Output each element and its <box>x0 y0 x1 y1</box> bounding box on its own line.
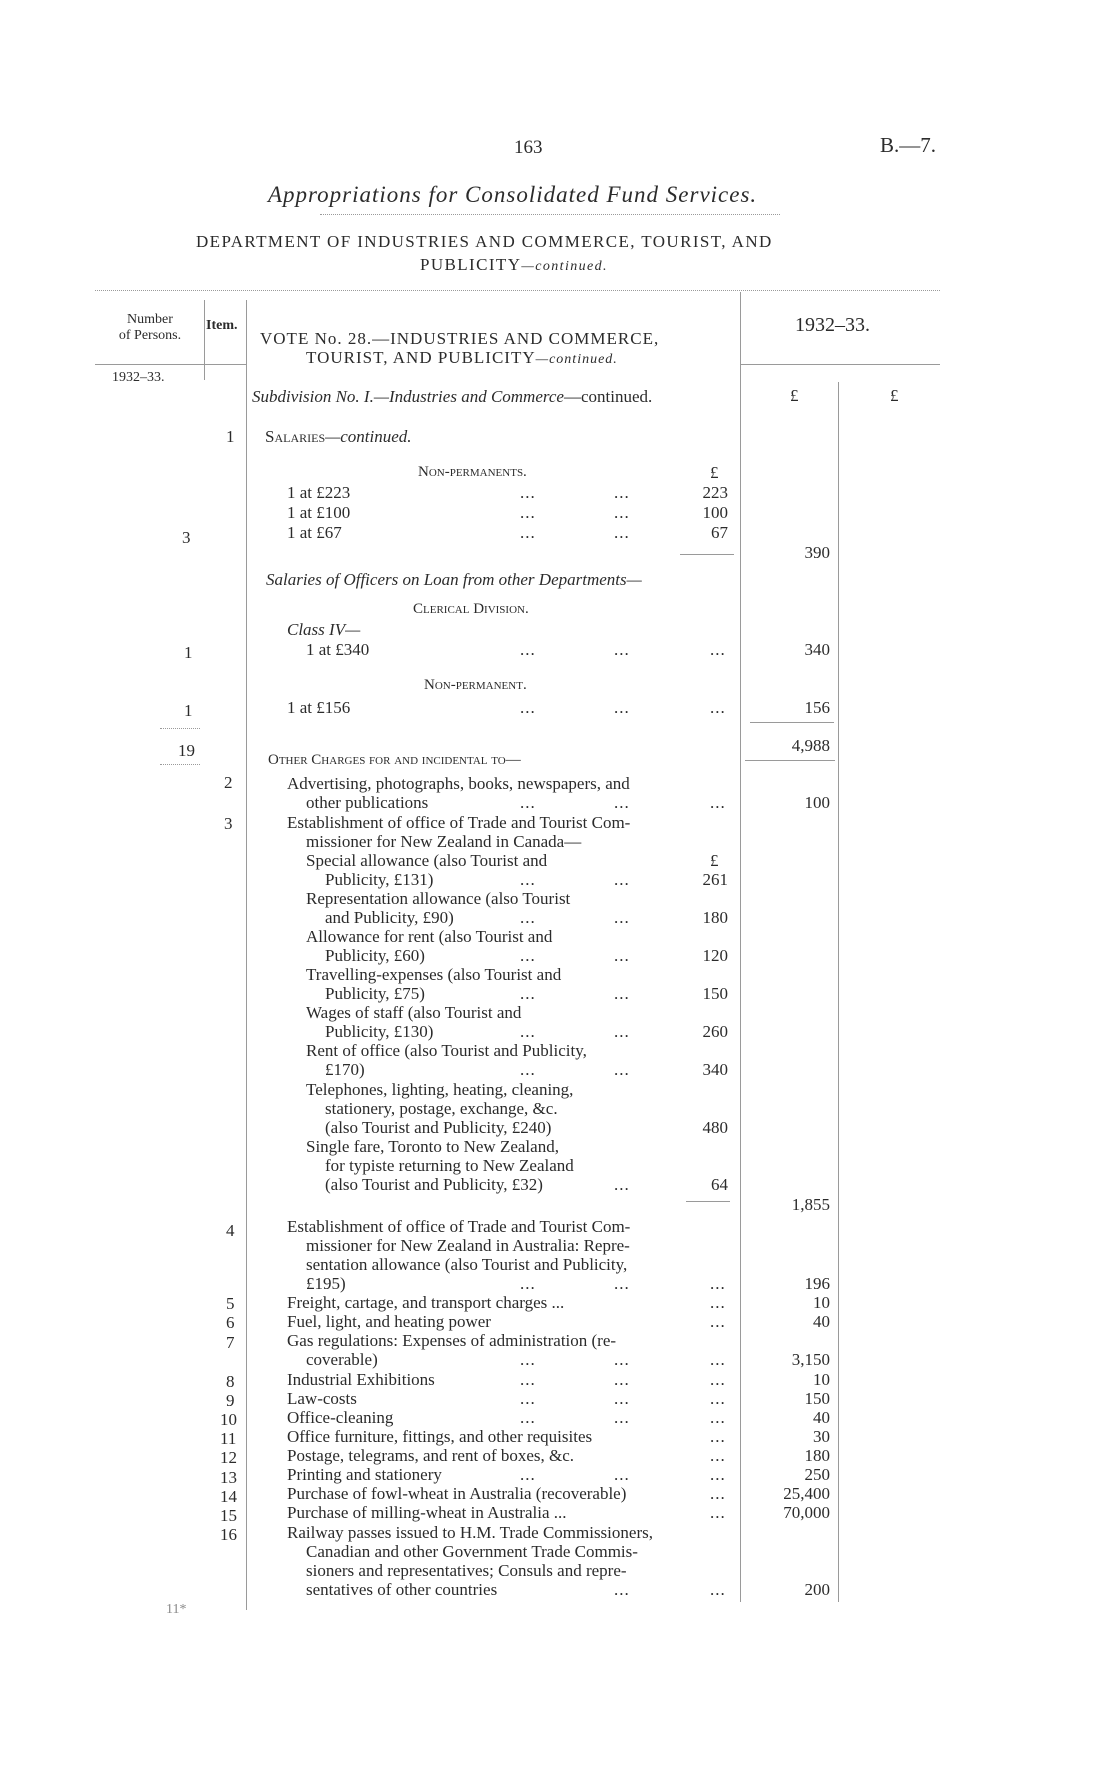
charge-label-cont: missioner for New Zealand in Canada— <box>306 832 582 851</box>
sub-charge-label-cont: and Publicity, £90) <box>325 908 454 927</box>
salary-row-label: 1 at £223 <box>287 483 351 502</box>
pound-sign: £ <box>710 463 719 482</box>
charge-total: 200 <box>804 1580 830 1599</box>
leader-dots: ... <box>520 483 536 502</box>
subdivision-heading: Subdivision No. I.—Industries and Commerce—continued. <box>252 387 653 406</box>
title-rule <box>320 214 780 215</box>
charge-label: Purchase of milling-wheat in Australia ... <box>287 1503 567 1522</box>
charge-label-cont: Canadian and other Government Trade Commis- <box>306 1542 638 1561</box>
leader-dots: ... <box>710 1293 726 1312</box>
leader-dots: ... <box>614 908 630 927</box>
item-number: 8 <box>226 1372 235 1391</box>
leader-dots: ... <box>520 1060 536 1079</box>
item-col-rule <box>246 300 247 1610</box>
leader-dots: ... <box>710 1484 726 1503</box>
leader-dots: ... <box>710 640 726 659</box>
charge-total: 1,855 <box>791 1195 830 1214</box>
nonperm-row-label: 1 at £156 <box>287 698 351 717</box>
persons-header-rule <box>95 364 247 365</box>
leader-dots: ... <box>614 1580 630 1599</box>
leader-dots: ... <box>710 1580 726 1599</box>
charge-total: 196 <box>804 1274 830 1293</box>
item-number: 10 <box>220 1410 237 1429</box>
salary-row-label: 1 at £100 <box>287 503 351 522</box>
leader-dots: ... <box>614 1175 630 1194</box>
charge-label: Purchase of fowl-wheat in Australia (recoverable) <box>287 1484 627 1503</box>
item-number: 9 <box>226 1391 235 1410</box>
sub-charge-value: 340 <box>702 1060 728 1079</box>
leader-dots: ... <box>614 870 630 889</box>
salary-row-label: 1 at £67 <box>287 523 342 542</box>
leader-dots: ... <box>614 483 630 502</box>
leader-dots: ... <box>614 1389 630 1408</box>
year-column-header: 1932–33. <box>795 314 870 336</box>
persons-year-label: 1932–33. <box>112 370 165 385</box>
charge-label-cont: £195) <box>306 1274 346 1293</box>
sub-charge-value: 261 <box>702 870 728 889</box>
item-number: 2 <box>224 773 233 792</box>
leader-dots: ... <box>520 984 536 1003</box>
department-heading-cont: PUBLICITY—continued. <box>420 255 608 274</box>
leader-dots: ... <box>614 1350 630 1369</box>
charge-total: 10 <box>813 1370 830 1389</box>
item-number: 1 <box>226 427 235 446</box>
charge-label-cont: sentatives of other countries <box>306 1580 498 1599</box>
charge-label: Fuel, light, and heating power <box>287 1312 491 1331</box>
leader-dots: ... <box>520 640 536 659</box>
charge-total: 30 <box>813 1427 830 1446</box>
leader-dots: ... <box>710 1389 726 1408</box>
charge-label-cont: sentation allowance (also Tourist and Publicity, <box>306 1255 628 1274</box>
sum-rule <box>686 1201 730 1202</box>
other-charges-heading: Other Charges for and incidental to— <box>268 752 521 768</box>
persons-sum-rule <box>160 728 200 729</box>
subtotal-value: 340 <box>804 640 830 659</box>
total-persons: 19 <box>178 741 195 760</box>
table-top-rule <box>95 290 940 291</box>
sub-charge-label-cont: (also Tourist and Publicity, £32) <box>325 1175 543 1194</box>
leader-dots: ... <box>614 1060 630 1079</box>
salary-row-value: 223 <box>702 483 728 502</box>
sum-rule <box>745 760 835 761</box>
leader-dots: ... <box>614 1274 630 1293</box>
leader-dots: ... <box>614 523 630 542</box>
sub-charge-label-cont: stationery, postage, exchange, &c. <box>325 1099 558 1118</box>
item-number: 14 <box>220 1487 237 1506</box>
persons-count: 1 <box>184 701 193 720</box>
charge-label: Establishment of office of Trade and Tourist Com- <box>287 1217 631 1236</box>
leader-dots: ... <box>520 1408 536 1427</box>
leader-dots: ... <box>614 984 630 1003</box>
leader-dots: ... <box>614 946 630 965</box>
leader-dots: ... <box>710 1503 726 1522</box>
charge-total: 180 <box>804 1446 830 1465</box>
sub-charge-value: 64 <box>711 1175 728 1194</box>
sub-charge-value: 480 <box>702 1118 728 1137</box>
sub-charge-label: Travelling-expenses (also Tourist and <box>306 965 562 984</box>
leader-dots: ... <box>614 640 630 659</box>
sub-charge-label-cont: Publicity, £75) <box>325 984 425 1003</box>
salary-row-value: 100 <box>702 503 728 522</box>
pound-sign-col1: £ <box>790 386 799 405</box>
leader-dots: ... <box>520 1350 536 1369</box>
item-number: 5 <box>226 1294 235 1313</box>
persons-col-rule <box>204 300 205 380</box>
charge-total: 3,150 <box>791 1350 830 1369</box>
department-heading: DEPARTMENT OF INDUSTRIES AND COMMERCE, TOURIST, AND <box>196 232 773 251</box>
leader-dots: ... <box>710 1446 726 1465</box>
leader-dots: ... <box>520 503 536 522</box>
charge-label: Freight, cartage, and transport charges ... <box>287 1293 565 1312</box>
item-number: 7 <box>226 1333 235 1352</box>
sum-rule <box>750 722 834 723</box>
sub-charge-label: Single fare, Toronto to New Zealand, <box>306 1137 559 1156</box>
leader-dots: ... <box>710 1465 726 1484</box>
leader-dots: ... <box>520 870 536 889</box>
leader-dots: ... <box>614 1465 630 1484</box>
pounds-col-rule <box>838 382 839 1602</box>
leader-dots: ... <box>520 1274 536 1293</box>
charge-label: Advertising, photographs, books, newspapers, and <box>287 774 630 793</box>
subtotal-value: 390 <box>804 543 830 562</box>
charge-label: Postage, telegrams, and rent of boxes, &c. <box>287 1446 575 1465</box>
leader-dots: ... <box>710 1312 726 1331</box>
sub-charge-value: 150 <box>702 984 728 1003</box>
salaries-total: 4,988 <box>791 736 830 755</box>
charge-total: 25,400 <box>783 1484 830 1503</box>
persons-sum-rule <box>160 764 200 765</box>
charge-total: 40 <box>813 1312 830 1331</box>
sub-charge-label-cont: Publicity, £60) <box>325 946 425 965</box>
charge-label: Establishment of office of Trade and Tourist Com- <box>287 813 631 832</box>
item-number: 11 <box>220 1429 237 1448</box>
document-reference: B.—7. <box>880 133 937 157</box>
amount-col-rule <box>740 292 741 1602</box>
leader-dots: ... <box>614 1408 630 1427</box>
clerical-division-heading: Clerical Division. <box>413 601 529 617</box>
leader-dots: ... <box>520 908 536 927</box>
leader-dots: ... <box>614 1022 630 1041</box>
charge-total: 10 <box>813 1293 830 1312</box>
persons-count: 1 <box>184 643 193 662</box>
leader-dots: ... <box>520 1022 536 1041</box>
charge-label: Printing and stationery <box>287 1465 442 1484</box>
charge-total: 150 <box>804 1389 830 1408</box>
loan-officers-heading: Salaries of Officers on Loan from other Departments— <box>266 570 642 589</box>
charge-label-cont: missioner for New Zealand in Australia: Repre- <box>306 1236 630 1255</box>
class-label: Class IV— <box>287 620 361 639</box>
charge-total: 40 <box>813 1408 830 1427</box>
sub-charge-label-cont: Publicity, £130) <box>325 1022 434 1041</box>
leader-dots: ... <box>520 1465 536 1484</box>
sub-charge-label: Special allowance (also Tourist and <box>306 851 548 870</box>
leader-dots: ... <box>520 698 536 717</box>
sub-charge-value: 260 <box>702 1022 728 1041</box>
vote-title: VOTE No. 28.—INDUSTRIES AND COMMERCE, <box>260 329 660 348</box>
sub-charge-label-cont: £170) <box>325 1060 365 1079</box>
sub-charge-value: 120 <box>702 946 728 965</box>
charge-label-cont: coverable) <box>306 1350 378 1369</box>
vote-title-cont: TOURIST, AND PUBLICITY—continued. <box>306 348 618 367</box>
leader-dots: ... <box>710 1350 726 1369</box>
persons-count: 3 <box>182 528 191 547</box>
charge-total: 250 <box>804 1465 830 1484</box>
year-header-rule <box>740 364 940 365</box>
leader-dots: ... <box>710 1408 726 1427</box>
leader-dots: ... <box>710 1274 726 1293</box>
charge-label: Office-cleaning <box>287 1408 394 1427</box>
persons-column-header: Number of Persons. <box>118 312 182 343</box>
subtotal-value: 156 <box>804 698 830 717</box>
item-number: 15 <box>220 1506 237 1525</box>
leader-dots: ... <box>614 698 630 717</box>
charge-label: Industrial Exhibitions <box>287 1370 435 1389</box>
item-column-header: Item. <box>206 318 238 333</box>
item-number: 3 <box>224 814 233 833</box>
charge-label: Office furniture, fittings, and other requisites <box>287 1427 593 1446</box>
item-number: 12 <box>220 1448 237 1467</box>
charge-label: Law-costs <box>287 1389 357 1408</box>
leader-dots: ... <box>520 523 536 542</box>
item-number: 4 <box>226 1221 235 1240</box>
sub-charge-label: Allowance for rent (also Tourist and <box>306 927 553 946</box>
leader-dots: ... <box>710 793 726 812</box>
charge-total: 100 <box>804 793 830 812</box>
charge-label-cont: other publications <box>306 793 429 812</box>
page-number: 163 <box>514 137 543 158</box>
sub-charge-label-cont: (also Tourist and Publicity, £240) <box>325 1118 552 1137</box>
page-title: Appropriations for Consolidated Fund Services. <box>268 182 758 207</box>
salary-row-value: 67 <box>711 523 728 542</box>
item-number: 6 <box>226 1313 235 1332</box>
signature-mark: 11* <box>166 1602 187 1617</box>
sub-charge-value: 180 <box>702 908 728 927</box>
salaries-heading: Salaries—continued. <box>265 427 412 446</box>
charge-label-cont: sioners and representatives; Consuls and repre- <box>306 1561 627 1580</box>
leader-dots: ... <box>614 1370 630 1389</box>
item-number: 13 <box>220 1468 237 1487</box>
leader-dots: ... <box>520 946 536 965</box>
sub-charge-label-cont: for typiste returning to New Zealand <box>325 1156 574 1175</box>
leader-dots: ... <box>520 793 536 812</box>
pound-sign: £ <box>710 851 719 870</box>
leader-dots: ... <box>710 698 726 717</box>
charge-total: 70,000 <box>783 1503 830 1522</box>
charge-label: Railway passes issued to H.M. Trade Commissioners, <box>287 1523 653 1542</box>
sum-rule <box>680 554 734 555</box>
class-row-label: 1 at £340 <box>306 640 370 659</box>
sub-charge-label: Telephones, lighting, heating, cleaning, <box>306 1080 574 1099</box>
nonpermanents-heading: Non-permanents. <box>418 464 527 480</box>
sub-charge-label-cont: Publicity, £131) <box>325 870 434 889</box>
sub-charge-label: Rent of office (also Tourist and Publicity, <box>306 1041 587 1060</box>
pound-sign-col2: £ <box>890 386 899 405</box>
leader-dots: ... <box>520 1389 536 1408</box>
item-number: 16 <box>220 1525 237 1544</box>
leader-dots: ... <box>710 1427 726 1446</box>
sub-charge-label: Representation allowance (also Tourist <box>306 889 571 908</box>
leader-dots: ... <box>710 1370 726 1389</box>
leader-dots: ... <box>520 1370 536 1389</box>
leader-dots: ... <box>614 793 630 812</box>
sub-charge-label: Wages of staff (also Tourist and <box>306 1003 522 1022</box>
charge-label: Gas regulations: Expenses of administration (re- <box>287 1331 617 1350</box>
leader-dots: ... <box>614 503 630 522</box>
nonpermanent-heading: Non-permanent. <box>424 677 527 693</box>
